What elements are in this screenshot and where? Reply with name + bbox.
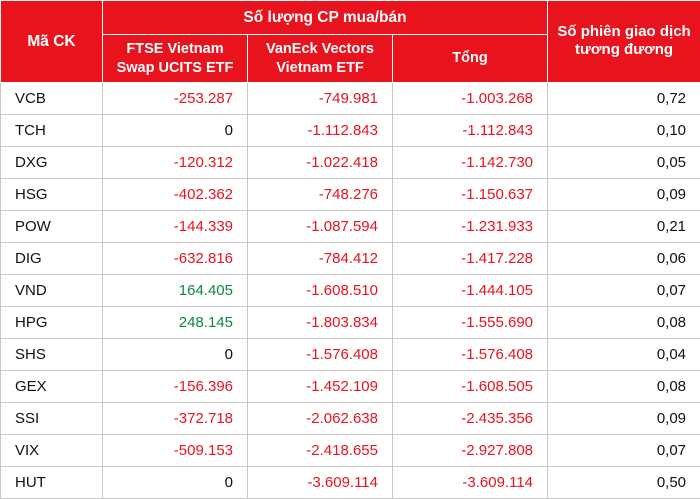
table-row <box>1 178 700 210</box>
cell-total: -1.150.637 <box>393 178 548 210</box>
cell-vaneck: -784.412 <box>248 242 393 274</box>
cell-total: -1.417.228 <box>393 242 548 274</box>
cell-ticker: HUT <box>1 466 103 498</box>
cell-ftse: 0 <box>103 114 248 146</box>
cell-total: -1.231.933 <box>393 210 548 242</box>
cell-sessions: 0,07 <box>548 274 700 306</box>
cell-vaneck: -1.452.109 <box>248 370 393 402</box>
cell-ticker: GEX <box>1 370 103 402</box>
cell-sessions: 0,09 <box>548 178 700 210</box>
cell-total: -1.576.408 <box>393 338 548 370</box>
cell-total: -1.003.268 <box>393 82 548 114</box>
header-ftse-etf: FTSE Vietnam Swap UCITS ETF <box>103 35 248 82</box>
cell-ftse: 164.405 <box>103 274 248 306</box>
cell-sessions: 0,21 <box>548 210 700 242</box>
cell-ftse: -120.312 <box>103 146 248 178</box>
cell-sessions: 0,72 <box>548 82 700 114</box>
table-row <box>1 306 700 338</box>
cell-ticker: VIX <box>1 434 103 466</box>
cell-vaneck: -1.803.834 <box>248 306 393 338</box>
cell-ftse: -253.287 <box>103 82 248 114</box>
cell-sessions: 0,50 <box>548 466 700 498</box>
cell-vaneck: -748.276 <box>248 178 393 210</box>
header-row-top <box>1 1 700 35</box>
cell-ticker: TCH <box>1 114 103 146</box>
table-row <box>1 434 700 466</box>
table-row <box>1 146 700 178</box>
cell-vaneck: -1.112.843 <box>248 114 393 146</box>
cell-ftse: 248.145 <box>103 306 248 338</box>
cell-sessions: 0,10 <box>548 114 700 146</box>
table-row <box>1 114 700 146</box>
header-total: Tổng <box>393 35 548 82</box>
header-sessions: Số phiên giao dịch tương đương <box>548 1 700 83</box>
cell-total: -1.112.843 <box>393 114 548 146</box>
cell-ftse: 0 <box>103 466 248 498</box>
cell-ftse: -402.362 <box>103 178 248 210</box>
cell-vaneck: -1.576.408 <box>248 338 393 370</box>
cell-ticker: HSG <box>1 178 103 210</box>
cell-total: -2.927.808 <box>393 434 548 466</box>
cell-total: -1.444.105 <box>393 274 548 306</box>
table-header <box>1 1 700 83</box>
cell-sessions: 0,08 <box>548 370 700 402</box>
cell-total: -1.142.730 <box>393 146 548 178</box>
cell-sessions: 0,09 <box>548 402 700 434</box>
table-row <box>1 242 700 274</box>
cell-vaneck: -749.981 <box>248 82 393 114</box>
cell-total: -3.609.114 <box>393 466 548 498</box>
cell-ticker: SSI <box>1 402 103 434</box>
cell-ftse: 0 <box>103 338 248 370</box>
cell-ticker: VCB <box>1 82 103 114</box>
cell-ticker: POW <box>1 210 103 242</box>
table-row <box>1 82 700 114</box>
cell-ftse: -156.396 <box>103 370 248 402</box>
cell-ftse: -372.718 <box>103 402 248 434</box>
cell-sessions: 0,04 <box>548 338 700 370</box>
cell-ticker: SHS <box>1 338 103 370</box>
header-group-quantity: Số lượng CP mua/bán <box>103 1 548 35</box>
cell-sessions: 0,08 <box>548 306 700 338</box>
header-vaneck-etf: VanEck Vectors Vietnam ETF <box>248 35 393 82</box>
table-body <box>1 82 700 498</box>
cell-vaneck: -3.609.114 <box>248 466 393 498</box>
cell-vaneck: -1.608.510 <box>248 274 393 306</box>
cell-sessions: 0,05 <box>548 146 700 178</box>
table-row <box>1 402 700 434</box>
table-row <box>1 466 700 498</box>
header-ticker: Mã CK <box>1 1 103 83</box>
cell-vaneck: -1.022.418 <box>248 146 393 178</box>
table-row <box>1 274 700 306</box>
cell-sessions: 0,06 <box>548 242 700 274</box>
cell-total: -1.608.505 <box>393 370 548 402</box>
cell-total: -1.555.690 <box>393 306 548 338</box>
cell-ftse: -509.153 <box>103 434 248 466</box>
table-row <box>1 370 700 402</box>
cell-ticker: VND <box>1 274 103 306</box>
cell-ticker: DIG <box>1 242 103 274</box>
cell-ticker: HPG <box>1 306 103 338</box>
table-row <box>1 210 700 242</box>
cell-ftse: -144.339 <box>103 210 248 242</box>
cell-vaneck: -1.087.594 <box>248 210 393 242</box>
table-row <box>1 338 700 370</box>
cell-ticker: DXG <box>1 146 103 178</box>
cell-vaneck: -2.062.638 <box>248 402 393 434</box>
cell-sessions: 0,07 <box>548 434 700 466</box>
cell-vaneck: -2.418.655 <box>248 434 393 466</box>
cell-total: -2.435.356 <box>393 402 548 434</box>
cell-ftse: -632.816 <box>103 242 248 274</box>
